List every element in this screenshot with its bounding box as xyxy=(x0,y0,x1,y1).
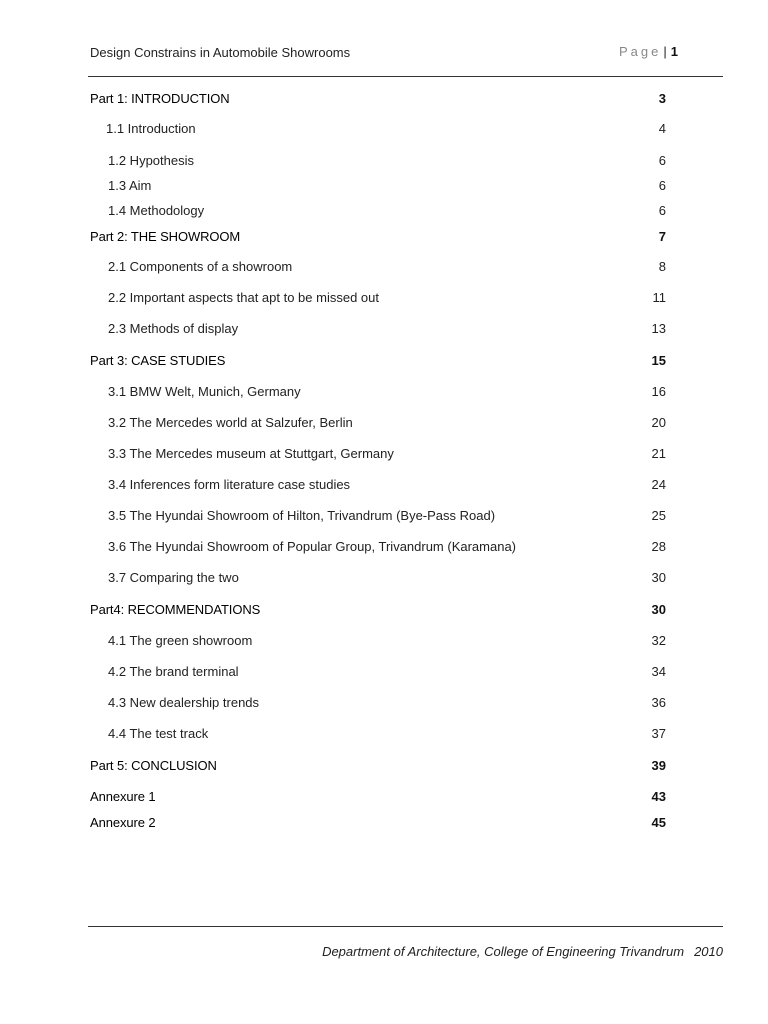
toc-entry-title: Part 3: CASE STUDIES xyxy=(90,353,226,368)
toc-entry-page: 6 xyxy=(658,178,666,193)
toc-entry-title: 2.3 Methods of display xyxy=(108,321,239,336)
toc-entry-page: 25 xyxy=(651,508,666,523)
toc-entry-page: 20 xyxy=(651,415,666,430)
toc-entry-page: 3 xyxy=(658,91,666,106)
toc-entry-page: 28 xyxy=(651,539,666,554)
footer-institution: Department of Architecture, College of Engineering Trivandrum xyxy=(322,944,685,959)
toc-entry-page: 4 xyxy=(658,121,666,136)
toc-entry xyxy=(90,152,666,170)
toc-entry-page: 30 xyxy=(651,570,666,585)
toc-entry-page: 24 xyxy=(651,477,666,492)
toc-entry-page: 45 xyxy=(651,815,666,830)
toc-entry-title: 3.2 The Mercedes world at Salzufer, Berlin xyxy=(108,415,353,430)
toc-entry-page: 7 xyxy=(658,229,666,244)
toc-entry-page: 30 xyxy=(651,602,666,617)
toc-entry xyxy=(90,258,666,276)
toc-entry-title: 3.5 The Hyundai Showroom of Hilton, Trivandrum (Bye-Pass Road) xyxy=(108,508,496,523)
toc-entry-page: 21 xyxy=(651,446,666,461)
toc-entry-page: 11 xyxy=(652,290,666,305)
toc-entry xyxy=(90,202,666,220)
toc-entry xyxy=(90,228,666,246)
toc-entry-title: 3.3 The Mercedes museum at Stuttgart, Germany xyxy=(108,446,394,461)
page-indicator xyxy=(619,44,678,59)
toc-entry xyxy=(90,507,666,525)
toc-entry-page: 8 xyxy=(658,259,666,274)
toc-entry xyxy=(90,725,666,743)
toc-entry xyxy=(90,569,666,587)
toc-entry-title: 4.4 The test track xyxy=(108,726,209,741)
page-footer xyxy=(322,944,723,959)
toc-entry xyxy=(90,538,666,556)
page-label: Page xyxy=(619,44,662,59)
header-divider xyxy=(88,76,723,77)
toc-entry-page: 39 xyxy=(651,758,666,773)
toc-entry-title: 2.1 Components of a showroom xyxy=(108,259,293,274)
toc-entry xyxy=(90,694,666,712)
toc-entry-title: Part4: RECOMMENDATIONS xyxy=(90,602,261,617)
toc-entry-title: 4.2 The brand terminal xyxy=(108,664,239,679)
toc-entry-page: 6 xyxy=(658,203,666,218)
footer-divider xyxy=(88,926,723,927)
toc-entry xyxy=(90,663,666,681)
toc-entry-page: 32 xyxy=(651,633,666,648)
toc-entry xyxy=(90,445,666,463)
toc-entry xyxy=(90,320,666,338)
toc-entry-title: 3.7 Comparing the two xyxy=(108,570,239,585)
toc-entry xyxy=(90,383,666,401)
toc-entry-page: 13 xyxy=(651,321,666,336)
toc-entry-title: 3.4 Inferences form literature case studies xyxy=(108,477,351,492)
toc-entry-title: Part 2: THE SHOWROOM xyxy=(90,229,241,244)
toc-entry xyxy=(90,177,666,195)
document-title: Design Constrains in Automobile Showrooms xyxy=(90,45,351,60)
toc-entry xyxy=(90,414,666,432)
toc-entry xyxy=(90,757,666,775)
toc-entry-title: 1.3 Aim xyxy=(108,178,152,193)
toc-entry-page: 16 xyxy=(651,384,666,399)
toc-entry xyxy=(90,352,666,370)
toc-entry-title: 2.2 Important aspects that apt to be missed out xyxy=(108,290,379,305)
toc-entry-title: 4.3 New dealership trends xyxy=(108,695,260,710)
toc-entry-page: 43 xyxy=(651,789,666,804)
toc-entry xyxy=(90,632,666,650)
toc-entry xyxy=(90,289,666,307)
toc-entry-title: 4.1 The green showroom xyxy=(108,633,253,648)
toc-entry-title: 1.4 Methodology xyxy=(108,203,205,218)
toc-entry-title: Part 5: CONCLUSION xyxy=(90,758,217,773)
toc-entry-page: 15 xyxy=(651,353,666,368)
toc-entry-title: 1.1 Introduction xyxy=(106,121,196,136)
toc-entry xyxy=(90,120,666,138)
footer-year: 2010 xyxy=(694,944,723,959)
toc-entry xyxy=(90,476,666,494)
toc-entry-title: Annexure 1 xyxy=(90,789,156,804)
toc-entry-title: 3.6 The Hyundai Showroom of Popular Group, Trivandrum (Karamana) xyxy=(108,539,517,554)
toc-entry-page: 37 xyxy=(651,726,666,741)
toc-entry xyxy=(90,90,666,108)
toc-entry xyxy=(90,788,666,806)
toc-entry-page: 34 xyxy=(651,664,666,679)
toc-entry xyxy=(90,814,666,832)
toc-entry-title: Annexure 2 xyxy=(90,815,156,830)
page-separator: | xyxy=(663,44,667,59)
toc-entry-page: 36 xyxy=(651,695,666,710)
toc-entry-title: 1.2 Hypothesis xyxy=(108,153,194,168)
page-number: 1 xyxy=(670,44,678,59)
toc-entry-title: Part 1: INTRODUCTION xyxy=(90,91,230,106)
toc-entry xyxy=(90,601,666,619)
toc-entry-title: 3.1 BMW Welt, Munich, Germany xyxy=(108,384,301,399)
toc-entry-page: 6 xyxy=(658,153,666,168)
